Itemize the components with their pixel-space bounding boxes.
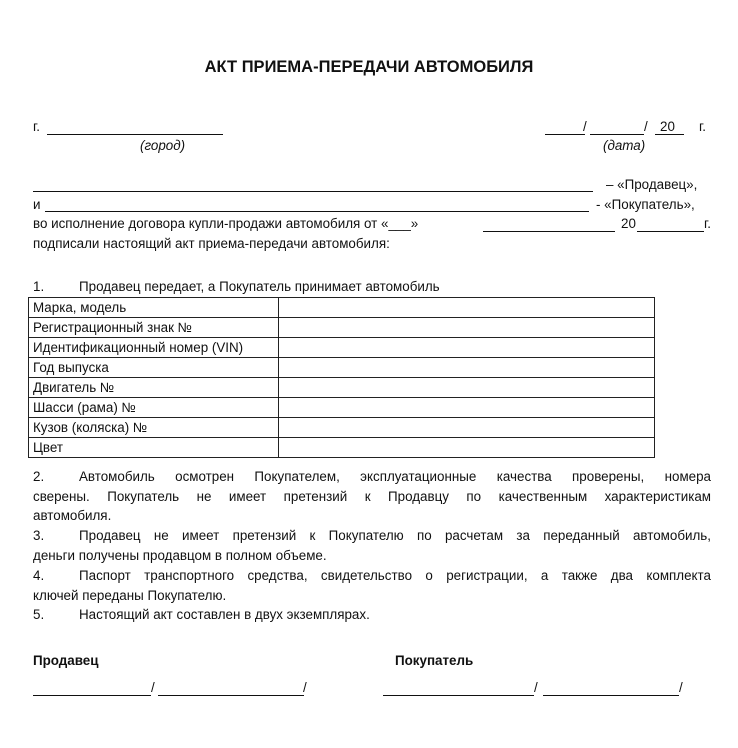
seller-signature-slash-2: / (303, 680, 307, 695)
table-row (29, 338, 655, 358)
seller-name-decode-field[interactable] (158, 695, 304, 696)
document-title: АКТ ПРИЕМА-ПЕРЕДАЧИ АВТОМОБИЛЯ (204, 58, 534, 76)
date-slash-2: / (644, 119, 648, 134)
row-label-reg-plate: Регистрационный знак № (29, 318, 279, 338)
buyer-signature-label: Покупатель (395, 653, 474, 668)
buyer-signature-slash-2: / (679, 680, 683, 695)
date-day-field[interactable] (545, 134, 585, 135)
table-row (29, 358, 655, 378)
table-row (29, 298, 655, 318)
clause-4-line-1 (33, 566, 711, 586)
row-value-make-model[interactable] (279, 298, 655, 318)
date-suffix: г. (699, 119, 706, 134)
seller-signature-label: Продавец (33, 653, 99, 668)
clause-2-line-1 (33, 467, 711, 487)
clause-5-num: 5. (33, 607, 45, 622)
seller-signature-field[interactable] (33, 695, 151, 696)
contract-year: 20 (621, 216, 636, 231)
clause-1-num: 1. (33, 279, 45, 294)
row-value-reg-plate[interactable] (279, 318, 655, 338)
row-label-color: Цвет (29, 438, 279, 458)
row-value-chassis[interactable] (279, 398, 655, 418)
city-field[interactable] (47, 134, 223, 135)
clause-2 (33, 467, 711, 526)
row-value-color[interactable] (279, 438, 655, 458)
contract-line-start: во исполнение договора купли-продажи автомобиля от «___» (33, 216, 419, 231)
clause-4-text-1: Паспорт транспортного средства, свидетельство о регистрации, а также два комплекта (79, 568, 711, 583)
clause-3-line-2: деньги получены продавцом в полном объеме. (33, 547, 327, 563)
clause-2-text-1: Автомобиль осмотрен Покупателем, эксплуатационные качества проверены, номера (79, 469, 711, 484)
clause-1-text: Продавец передает, а Покупатель принимает автомобиль (79, 279, 440, 294)
contract-date-field[interactable] (483, 231, 615, 232)
row-label-body: Кузов (коляска) № (29, 418, 279, 438)
date-slash-1: / (583, 119, 587, 134)
clause-4 (33, 566, 711, 605)
clause-3 (33, 526, 711, 565)
clause-2-num: 2. (33, 469, 45, 484)
row-label-vin: Идентификационный номер (VIN) (29, 338, 279, 358)
date-month-field[interactable] (590, 134, 644, 135)
row-label-chassis: Шасси (рама) № (29, 398, 279, 418)
row-value-body[interactable] (279, 418, 655, 438)
row-label-year: Год выпуска (29, 358, 279, 378)
row-value-vin[interactable] (279, 338, 655, 358)
clause-5 (33, 605, 711, 625)
contract-year-suffix: г. (704, 216, 711, 231)
table-row (29, 418, 655, 438)
seller-name-field[interactable] (33, 191, 593, 192)
table-row (29, 438, 655, 458)
buyer-name-decode-field[interactable] (543, 695, 679, 696)
date-year: 20 (660, 119, 675, 134)
clause-1 (33, 279, 440, 294)
clause-4-num: 4. (33, 568, 45, 583)
table-row (29, 378, 655, 398)
buyer-role: - «Покупатель», (596, 197, 695, 212)
city-hint: (город) (140, 138, 186, 153)
row-value-year[interactable] (279, 358, 655, 378)
clause-2-line-2: сверены. Покупатель не имеет претензий к Продавцу по качественным характеристикам (33, 488, 711, 504)
clause-3-text-1: Продавец не имеет претензий к Покупателю по расчетам за переданный автомобиль, (79, 528, 711, 543)
buyer-signature-slash-1: / (534, 680, 538, 695)
seller-signature-slash-1: / (151, 680, 155, 695)
table-row (29, 398, 655, 418)
buyer-signature-field[interactable] (383, 695, 534, 696)
contract-year-field[interactable] (637, 231, 704, 232)
buyer-name-field[interactable] (45, 211, 589, 212)
date-hint: (дата) (603, 138, 646, 153)
clause-2-line-3: автомобиля. (33, 508, 112, 523)
buyer-prefix: и (33, 197, 41, 212)
date-year-field[interactable] (655, 134, 684, 135)
seller-role: – «Продавец», (606, 177, 698, 192)
clause-5-text-1: Настоящий акт составлен в двух экземплярах. (79, 607, 370, 622)
city-prefix: г. (33, 119, 40, 134)
row-value-engine[interactable] (279, 378, 655, 398)
clause-5-line-1 (33, 605, 711, 625)
clause-3-num: 3. (33, 528, 45, 543)
clause-4-line-2: ключей переданы Покупателю. (33, 587, 227, 603)
row-label-make-model: Марка, модель (29, 298, 279, 318)
signed-line: подписали настоящий акт приема-передачи автомобиля: (33, 236, 390, 251)
row-label-engine: Двигатель № (29, 378, 279, 398)
table-row (29, 318, 655, 338)
clause-3-line-1 (33, 526, 711, 546)
vehicle-table (28, 297, 655, 458)
